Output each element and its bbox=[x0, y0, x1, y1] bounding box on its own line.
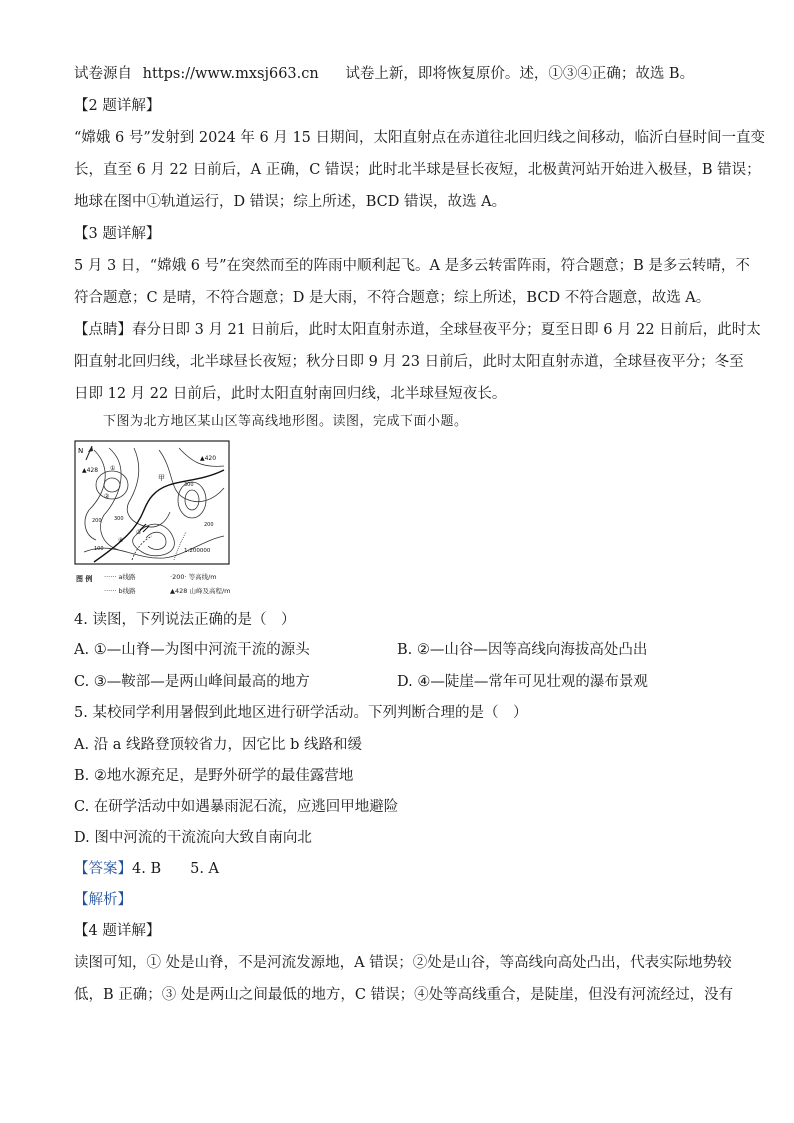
contour-map bbox=[74, 440, 230, 565]
contour-label: 300 bbox=[184, 482, 194, 488]
map-intro: 下图为北方地区某山区等高线地形图。读图，完成下面小题。 bbox=[103, 414, 468, 429]
place-label: 甲 bbox=[158, 474, 165, 482]
contour-label: 200 bbox=[204, 522, 214, 528]
q4-stem: 4. 读图，下列说法正确的是（ ） bbox=[74, 612, 296, 628]
north-label: N bbox=[78, 447, 84, 455]
tip-line-2: 阳直射北回归线，北半球昼长夜短；秋分日即 9 月 23 日前后，此时太阳直射赤道，全球昼夜平分；冬至 bbox=[74, 354, 744, 370]
q2-line-3: 地球在图中①轨道运行，D 错误；综上所述，BCD 错误，故选 A。 bbox=[74, 194, 507, 210]
peak-label: ▲428 bbox=[82, 467, 99, 474]
q5-option-b: B. ②地水源充足，是野外研学的最佳露营地 bbox=[74, 768, 354, 784]
peak-label: ▲420 bbox=[200, 455, 217, 462]
q2-line-1: “嫦娥 6 号”发射到 2024 年 6 月 15 日期间，太阳直射点在赤道往北回归线之间移动，临沂白昼时间一直变 bbox=[74, 130, 765, 146]
marker-label: ① bbox=[110, 465, 116, 472]
answer-label: 【答案】 bbox=[74, 861, 132, 877]
legend-route-b: ······ b线路 bbox=[104, 587, 136, 595]
q5-option-c: C. 在研学活动中如遇暴雨泥石流，应逃回甲地避险 bbox=[74, 799, 399, 815]
header-notice: 试卷上新，即将恢复原价。述，①③④正确；故选 B。 bbox=[345, 66, 695, 82]
marker-label: ② bbox=[104, 493, 110, 500]
q4-detail-line-1: 读图可知，① 处是山脊，不是河流发源地，A 错误；②处是山谷，等高线向高处凸出，代表实际地势较 bbox=[74, 955, 732, 971]
scale-label: 1:200000 bbox=[184, 548, 211, 554]
tip-line-1 bbox=[74, 320, 761, 340]
answer-value: 4. B 5. A bbox=[132, 861, 220, 877]
marker-label: ④ bbox=[118, 537, 124, 544]
answer-line bbox=[74, 859, 724, 879]
q2-line-2: 长，直至 6 月 22 日前后，A 正确，C 错误；此时北半球是昼长夜短，北极黄河站开始进入极昼，B 错误； bbox=[74, 162, 761, 178]
q4-detail-line-2: 低，B 正确；③ 处是两山之间最低的地方，C 错误；④处等高线重合，是陡崖，但没有河流经过，没有 bbox=[74, 987, 734, 1003]
contour-label: 100 bbox=[94, 546, 104, 552]
tip-text-1: 春分日即 3 月 21 日前后，此时太阳直射赤道，全球昼夜平分；夏至日即 6 月 22 日前后，此时太 bbox=[132, 322, 761, 338]
analysis-label: 【解析】 bbox=[74, 892, 132, 908]
map-legend bbox=[74, 570, 244, 606]
legend-route-a: ······ a线路 bbox=[104, 573, 136, 581]
q4-detail-heading: 【4 题详解】 bbox=[74, 923, 161, 939]
q3-line-2: 符合题意；C 是晴，不符合题意；D 是大雨，不符合题意；综上所述，BCD 不符合题意，故选 A。 bbox=[74, 290, 711, 306]
legend-contour: ·200· 等高线/m bbox=[170, 573, 217, 581]
contour-label: 300 bbox=[114, 516, 124, 522]
source-url[interactable]: https://www.mxsj663.cn bbox=[142, 66, 319, 82]
q5-option-a: A. 沿 a 线路登顶较省力，因它比 b 线路和缓 bbox=[74, 737, 363, 753]
legend-peak: ▲428 山峰及高程/m bbox=[170, 587, 231, 595]
legend-title: 图 例 bbox=[76, 575, 93, 583]
q4-option-a: A. ①—山脊—为图中河流干流的源头 bbox=[74, 642, 310, 658]
q5-stem: 5. 某校同学利用暑假到此地区进行研学活动。下列判断合理的是（ ） bbox=[74, 705, 528, 721]
source-label: 试卷源自 bbox=[74, 66, 132, 82]
tip-label: 【点睛】 bbox=[74, 322, 132, 338]
q5-option-d: D. 图中河流的干流流向大致自南向北 bbox=[74, 830, 312, 846]
q3-line-1: 5 月 3 日，“嫦娥 6 号”在突然而至的阵雨中顺利起飞。A 是多云转雷阵雨，符合题意；B 是多云转晴，不 bbox=[74, 258, 750, 274]
q4-option-c: C. ③—鞍部—是两山峰间最高的地方 bbox=[74, 674, 310, 690]
marker-label: ③ bbox=[136, 529, 142, 536]
q4-option-d: D. ④—陡崖—常年可见壮观的瀑布景观 bbox=[397, 674, 648, 690]
q4-option-b: B. ②—山谷—因等高线向海拔高处凸出 bbox=[397, 642, 648, 658]
contour-label: 200 bbox=[92, 518, 102, 524]
tip-line-3: 日即 12 月 22 日前后，此时太阳直射南回归线，北半球昼短夜长。 bbox=[74, 386, 507, 402]
q3-heading: 【3 题详解】 bbox=[74, 226, 161, 242]
q2-heading: 【2 题详解】 bbox=[74, 98, 161, 114]
header-line bbox=[74, 64, 724, 84]
